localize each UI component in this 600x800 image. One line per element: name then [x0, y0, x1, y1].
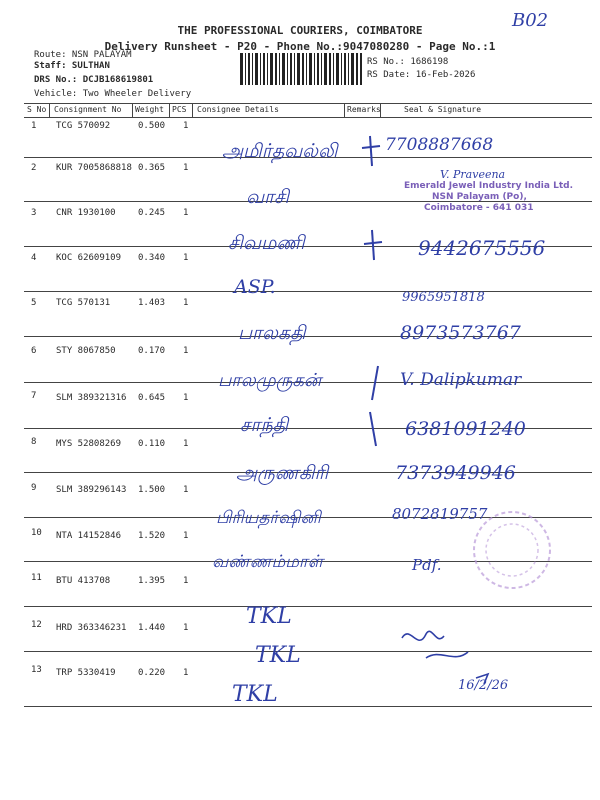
staff-label: Staff: SULTHAN [34, 61, 110, 71]
row-weight: 0.500 [138, 121, 166, 131]
row-weight: 0.365 [138, 163, 166, 173]
row-consignment: KOC 62609109 [56, 253, 122, 263]
row-pcs: 1 [183, 163, 189, 173]
row-consignee-handwriting: வாசி [246, 186, 289, 208]
row-weight: 0.110 [138, 439, 166, 449]
vehicle-label: Vehicle: Two Wheeler Delivery [34, 89, 192, 99]
row-consignee-handwriting: சிவமணி [228, 232, 305, 254]
row-consignment: NTA 14152846 [56, 531, 122, 541]
row-consignment: SLM 389321316 [56, 393, 127, 403]
row-consignment: TRP 5330419 [56, 668, 116, 678]
rs-date: RS Date: 16-Feb-2026 [367, 70, 476, 80]
document-title: THE PROFESSIONAL COURIERS, COIMBATORE [177, 24, 423, 37]
row-consignee-handwriting: சாந்தி [240, 414, 289, 436]
row-signature: 7708887668 [385, 135, 494, 155]
col-sno: S No [27, 105, 47, 114]
row-consignment: MYS 52808269 [56, 439, 122, 449]
col-consignee: Consignee Details [197, 105, 279, 114]
row-consignment: CNR 1930100 [56, 208, 116, 218]
col-consignment: Consignment No [54, 105, 122, 114]
row-weight: 0.645 [138, 393, 166, 403]
signature-scribble-graphic [396, 618, 526, 698]
row-consignee-handwriting: பாலகதி [238, 322, 306, 344]
row-consignment: KUR 7005868818 [56, 163, 132, 173]
signature-scribble [396, 618, 526, 702]
row-pcs: 1 [183, 298, 189, 308]
row-sno: 9 [31, 483, 37, 493]
row-consignment: TCG 570092 [56, 121, 111, 131]
row-pcs: 1 [183, 668, 189, 678]
row-weight: 1.500 [138, 485, 166, 495]
row-sno: 4 [31, 253, 37, 263]
round-seal [452, 505, 562, 599]
row-signature: V. Praveena [440, 168, 506, 181]
row-pcs: 1 [183, 346, 189, 356]
row-consignee-handwriting: TKL [232, 682, 278, 707]
row-sno: 2 [31, 163, 37, 173]
column-headers [24, 103, 592, 117]
row-consignment: TCG 570131 [56, 298, 111, 308]
row-pcs: 1 [183, 531, 189, 541]
col-seal: Seal & Signature [404, 105, 482, 114]
stamp-line-3: Coimbatore - 641 031 [424, 203, 534, 213]
row-consignee-handwriting: TKL [255, 643, 301, 668]
row-consignee-handwriting: பாலமுருகன் [218, 370, 322, 391]
row-signature: V. Dalipkumar [400, 370, 522, 390]
row-pcs: 1 [183, 623, 189, 633]
remarks-marks [360, 130, 400, 454]
row-sno: 13 [31, 665, 42, 675]
row-signature: 9965951818 [402, 290, 485, 305]
row-weight: 0.170 [138, 346, 166, 356]
document-subtitle: Delivery Runsheet - P20 - Phone No.:9047080280 - Page No.:1 [104, 40, 496, 53]
row-consignment: STY 8067850 [56, 346, 116, 356]
row-consignee-handwriting: TKL [246, 604, 292, 629]
row-sno: 8 [31, 437, 37, 447]
row-pcs: 1 [183, 485, 189, 495]
barcode-graphic [240, 53, 362, 85]
row-signature: 8072819757 [392, 505, 488, 523]
stamp-line-1: Emerald Jewel Industry India Ltd. [404, 181, 573, 191]
row-pcs: 1 [183, 121, 189, 131]
row-sno: 6 [31, 346, 37, 356]
col-weight: Weight [135, 105, 164, 114]
row-pcs: 1 [183, 439, 189, 449]
row-sno: 10 [31, 528, 42, 538]
row-sno: 1 [31, 121, 37, 131]
row-consignee-handwriting: வண்ணம்மாள் [212, 552, 324, 572]
row-signature: 16/2/26 [458, 678, 509, 693]
row-weight: 1.395 [138, 576, 166, 586]
col-remarks: Remarks [347, 105, 381, 114]
row-sno: 12 [31, 620, 42, 630]
row-consignment: BTU 413708 [56, 576, 111, 586]
row-signature: Pdf. [412, 556, 442, 574]
row-signature: 8973573767 [400, 322, 521, 344]
row-consignee-handwriting: அருணகிரி [236, 462, 329, 484]
barcode [240, 53, 362, 85]
row-pcs: 1 [183, 208, 189, 218]
row-consignee-handwriting: அமிர்தவல்லி [222, 140, 338, 162]
row-signature: 7373949946 [395, 462, 516, 484]
row-sno: 3 [31, 208, 37, 218]
row-weight: 1.403 [138, 298, 166, 308]
remarks-ticks-graphic [360, 130, 400, 450]
stamp-line-2: NSN Palayam (Po), [432, 192, 527, 202]
row-consignee-handwriting: பிரியதர்ஷினி [216, 508, 321, 528]
route-label: Route: NSN PALAYAM [34, 50, 132, 60]
row-pcs: 1 [183, 576, 189, 586]
row-weight: 1.520 [138, 531, 166, 541]
row-sno: 11 [31, 573, 42, 583]
row-signature: 6381091240 [405, 418, 526, 440]
row-weight: 1.440 [138, 623, 166, 633]
row-pcs: 1 [183, 253, 189, 263]
rs-number: RS No.: 1686198 [367, 57, 449, 67]
round-seal-graphic [452, 505, 562, 595]
row-consignee-handwriting: ASP. [234, 276, 276, 298]
row-weight: 0.220 [138, 668, 166, 678]
row-consignment: HRD 363346231 [56, 623, 127, 633]
row-weight: 0.245 [138, 208, 166, 218]
row-sno: 7 [31, 391, 37, 401]
row-signature: 9442675556 [418, 236, 546, 260]
drs-label: DRS No.: DCJB168619801 [34, 75, 154, 85]
row-weight: 0.340 [138, 253, 166, 263]
row-consignment: SLM 389296143 [56, 485, 127, 495]
corner-mark: B02 [512, 10, 549, 31]
row-pcs: 1 [183, 393, 189, 403]
col-pcs: PCS [172, 105, 187, 114]
company-stamp [404, 181, 584, 214]
row-sno: 5 [31, 298, 37, 308]
